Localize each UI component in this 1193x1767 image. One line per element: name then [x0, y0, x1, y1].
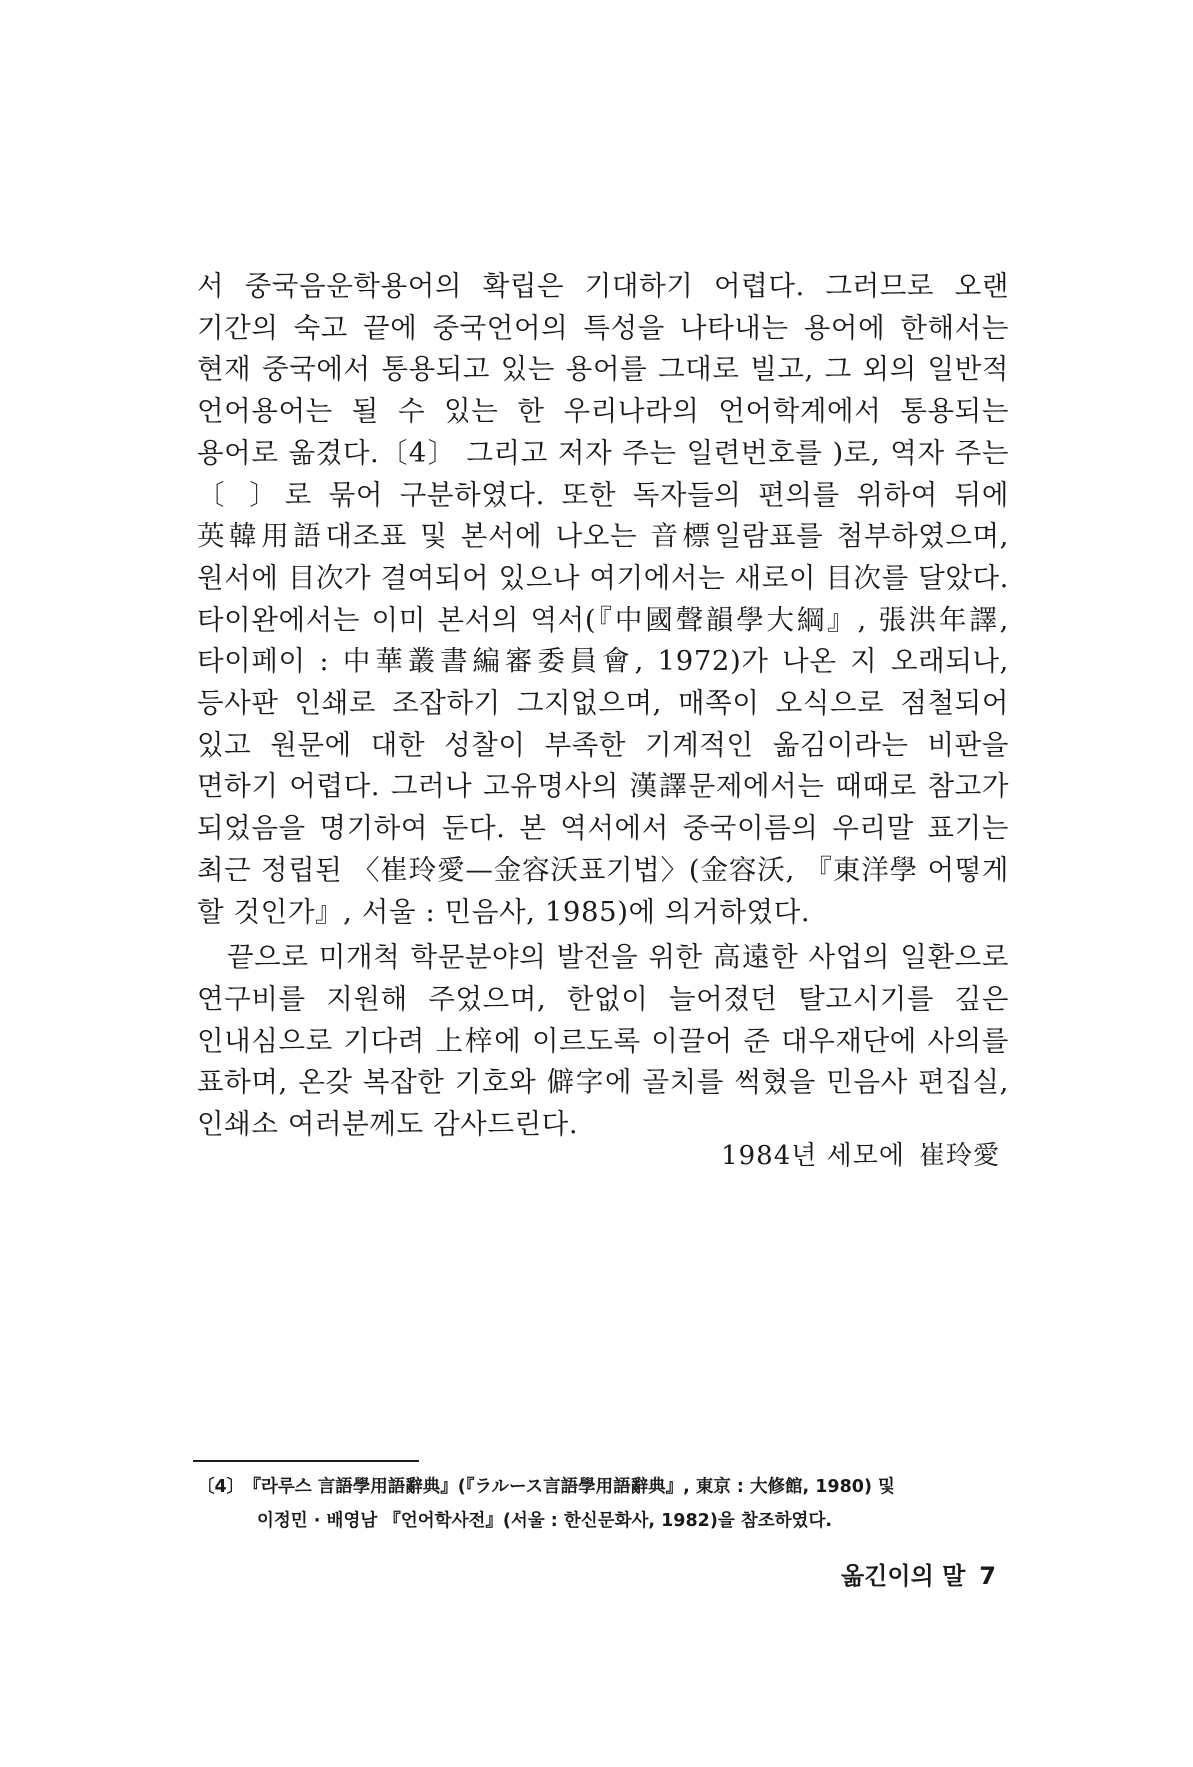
signature-date: 1984년 세모에	[721, 1141, 905, 1171]
running-section-title: 옮긴이의 말	[841, 1562, 966, 1590]
footnote-number: 〔4〕	[197, 1477, 245, 1497]
signature	[721, 1135, 1000, 1172]
body-text	[197, 266, 1009, 1146]
signature-name: 崔玲愛	[918, 1141, 1000, 1171]
footnote	[197, 1470, 1009, 1538]
footnote-divider	[193, 1460, 419, 1462]
page-footer	[841, 1556, 996, 1591]
paragraph-1: 서 중국음운학용어의 확립은 기대하기 어렵다. 그러므로 오랜 기간의 숙고 끝에 중국언어의 특성을 나타내는 용어에 한해서는 현재 중국에서 통용되고 있는 용어를 그대로 빌고, 그 외의 일반적 언어용어는 될 수 있는 한 우리나라의 언어학계에서 통용되는 용어로 옮겼다.〔4〕 그리고 저자 주는 일련번호를 )로, 역자 주는 〔 〕로 묶어 구분하였다. 또한 독자들의 편의를 위하여 뒤에 英韓用語대조표 및 본서에 나오는 音標일람표를 첨부하였으며, 원서에 目次가 결여되어 있으나 여기에서는 새로이 目次를 달았다. 타이완에서는 이미 본서의 역서(『中國聲韻學大綱』, 張洪年譯, 타이페이 : 中華叢書編審委員會, 1972)가 나온 지 오래되나, 등사판 인쇄로 조잡하기 그지없으며, 매쪽이 오식으로 점철되어 있고 원문에 대한 성찰이 부족한 기계적인 옮김이라는 비판을 면하기 어렵다. 그러나 고유명사의 漢譯문제에서는 때때로 참고가 되었음을 명기하여 둔다. 본 역서에서 중국이름의 우리말 표기는 최근 정립된 〈崔玲愛—金容沃표기법〉(金容沃, 『東洋學 어떻게 할 것인가』, 서울 : 민음사, 1985)에 의거하였다.	[197, 270, 1009, 928]
footnote-line-1	[197, 1470, 1009, 1504]
footnote-line-2: 이정민 · 배영남 『언어학사전』(서울 : 한신문화사, 1982)을 참조하였다.	[257, 1511, 833, 1531]
footnote-text-1: 『라루스 言語學用語辭典』(『ラルース言語學用語辭典』, 東京 : 大修館, 1980) 및	[252, 1477, 895, 1497]
paragraph-2: 끝으로 미개척 학문분야의 발전을 위한 高遠한 사업의 일환으로 연구비를 지원해 주었으며, 한없이 늘어졌던 탈고시기를 깊은 인내심으로 기다려 上梓에 이르도록 이끌어 준 대우재단에 사의를 표하며, 온갖 복잡한 기호와 僻字에 골치를 썩혔을 민음사 편집실, 인쇄소 여러분께도 감사드린다.	[197, 941, 1009, 1141]
page-number: 7	[979, 1562, 996, 1590]
